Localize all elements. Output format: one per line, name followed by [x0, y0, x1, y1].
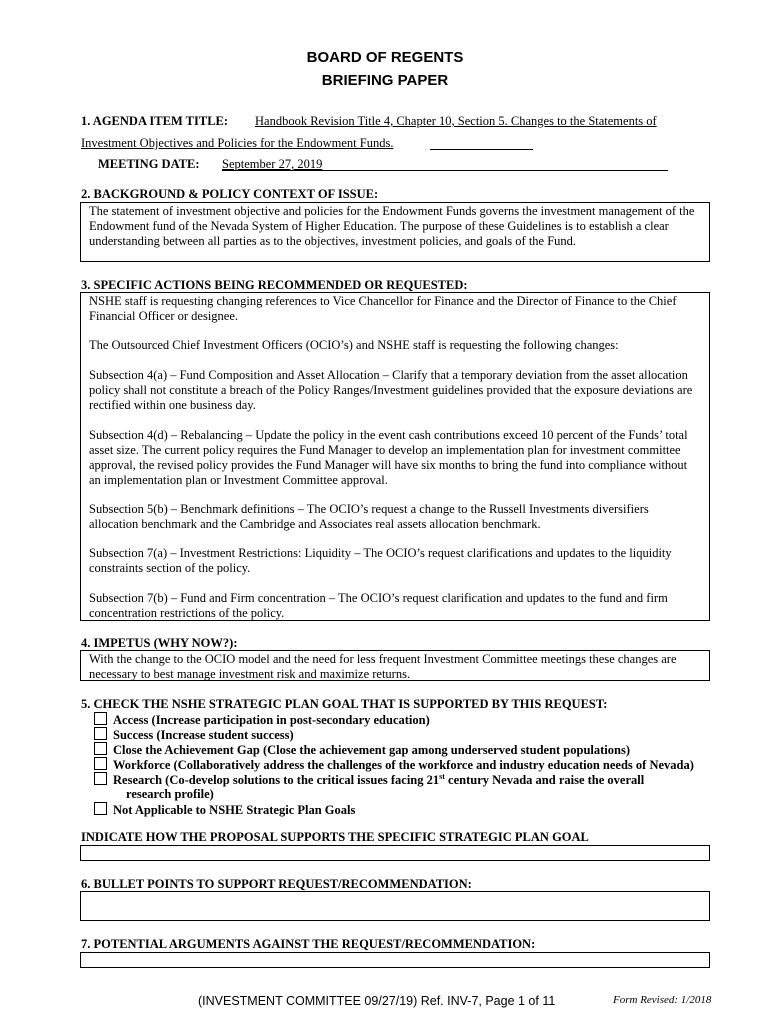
bullet-points-field[interactable]: [80, 891, 710, 921]
actions-paragraph-1: NSHE staff is requesting changing references to Vice Chancellor for Finance and the Director of Finance to the Chief Financial Officer or designee.: [89, 294, 677, 323]
arguments-field[interactable]: [80, 952, 710, 968]
actions-paragraph-subsection-4a: Subsection 4(a) – Fund Composition and Asset Allocation – Clarify that a temporary deviation from the asset allocation policy shall not constitute a breach of the Policy Ranges/Investment guidelines provided that the exposure deviations are rectified within one business day.: [89, 368, 693, 412]
meeting-date-value: September 27, 2019: [222, 157, 323, 171]
goal-access-checkbox[interactable]: [94, 712, 107, 725]
goal-workforce[interactable]: Workforce (Collaboratively address the challenges of the workforce and industry education needs of Nevada): [94, 757, 694, 773]
goal-research[interactable]: Research (Co-develop solutions to the critical issues facing 21st century Nevada and raise the overall: [94, 772, 644, 788]
goal-achievement-gap-checkbox[interactable]: [94, 742, 107, 755]
document-subtitle: BRIEFING PAPER: [321, 72, 449, 89]
actions-paragraph-subsection-4d: Subsection 4(d) – Rebalancing – Update the policy in the event cash contributions exceed 10 percent of the Funds’ total asset size. The current policy requires the Fund Manager to develop an implementation plan for investment committee approval, the revised policy provides the Fund Manager will have six months to bring the fund into compliance without an implementation plan or Investment Committee approval.: [89, 428, 688, 487]
impetus-heading: 4. IMPETUS (WHY NOW?):: [81, 636, 238, 650]
actions-paragraph-subsection-7b: Subsection 7(b) – Fund and Firm concentration – The OCIO’s request clarification and updates to the fund and firm concentration restrictions of the policy.: [89, 591, 668, 620]
bullet-points-heading: 6. BULLET POINTS TO SUPPORT REQUEST/RECOMMENDATION:: [81, 877, 472, 891]
agenda-item-label: 1. AGENDA ITEM TITLE:: [81, 114, 229, 128]
agenda-item-title-line1: Handbook Revision Title 4, Chapter 10, Section 5. Changes to the Statements of: [255, 114, 657, 128]
goal-workforce-checkbox[interactable]: [94, 757, 107, 770]
goal-not-applicable[interactable]: Not Applicable to NSHE Strategic Plan Goals: [94, 802, 355, 818]
arguments-heading: 7. POTENTIAL ARGUMENTS AGAINST THE REQUEST/RECOMMENDATION:: [81, 937, 536, 951]
indicate-heading: INDICATE HOW THE PROPOSAL SUPPORTS THE SPECIFIC STRATEGIC PLAN GOAL: [81, 830, 589, 844]
meeting-date-underline: [222, 170, 668, 171]
actions-heading: 3. SPECIFIC ACTIONS BEING RECOMMENDED OR REQUESTED:: [81, 278, 468, 292]
document-title: BOARD OF REGENTS: [306, 49, 464, 66]
impetus-text: With the change to the OCIO model and the need for less frequent Investment Committee meetings these changes are necessary to best manage investment risk and maximize returns.: [89, 652, 677, 681]
agenda-item-title-line2: Investment Objectives and Policies for the Endowment Funds.: [81, 136, 394, 150]
indicate-field[interactable]: [80, 845, 710, 861]
background-heading: 2. BACKGROUND & POLICY CONTEXT OF ISSUE:: [81, 187, 379, 201]
page-footer: (INVESTMENT COMMITTEE 09/27/19) Ref. INV-7, Page 1 of 11: [198, 994, 556, 1008]
goal-research-checkbox[interactable]: [94, 772, 107, 785]
form-revised-note: Form Revised: 1/2018: [613, 994, 712, 1006]
actions-paragraph-2: The Outsourced Chief Investment Officers (OCIO’s) and NSHE staff is requesting the following changes:: [89, 338, 619, 352]
meeting-date-label: MEETING DATE:: [98, 157, 200, 171]
goal-research-continuation: research profile): [126, 787, 214, 801]
goal-success-checkbox[interactable]: [94, 727, 107, 740]
goal-access[interactable]: Access (Increase participation in post-secondary education): [94, 712, 430, 728]
actions-paragraph-subsection-7a: Subsection 7(a) – Investment Restrictions: Liquidity – The OCIO’s request clarifications and updates to the liquidity constraints section of the policy.: [89, 546, 672, 575]
strategic-goal-heading: 5. CHECK THE NSHE STRATEGIC PLAN GOAL THAT IS SUPPORTED BY THIS REQUEST:: [81, 697, 608, 711]
actions-paragraph-subsection-5b: Subsection 5(b) – Benchmark definitions – The OCIO’s request a change to the Russell Investments diversifiers allocation benchmark and the Cambridge and Associates real assets allocation benchmark.: [89, 502, 649, 531]
agenda-title-underline: [430, 149, 533, 150]
goal-success[interactable]: Success (Increase student success): [94, 727, 294, 743]
background-text: The statement of investment objective and policies for the Endowment Funds governs the investment management of the Endowment fund of the Nevada System of Higher Education. The purpose of these Guidelines is to establish a clear understanding between all parties as to the objectives, investment policies, and goals of the Fund.: [89, 204, 695, 248]
goal-not-applicable-checkbox[interactable]: [94, 802, 107, 815]
goal-achievement-gap[interactable]: Close the Achievement Gap (Close the achievement gap among underserved student populations): [94, 742, 630, 758]
